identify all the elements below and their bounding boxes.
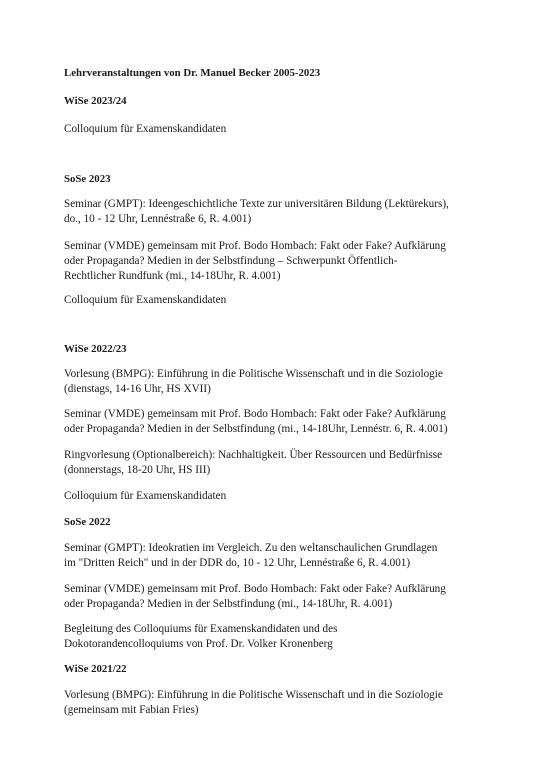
entry-line: Colloquium für Examenskandidaten — [64, 123, 227, 135]
entry-line: Colloquium für Examenskandidaten — [64, 294, 227, 306]
entry-line: Seminar (VMDE) gemeinsam mit Prof. Bodo Hombach: Fakt oder Fake? Aufklärung — [64, 408, 446, 420]
entry-line: Vorlesung (BMPG): Einführung in die Politische Wissenschaft und in die Soziologie — [64, 689, 443, 701]
entry-line: (donnerstags, 18-20 Uhr, HS III) — [64, 464, 211, 476]
entry-line: Seminar (GMPT): Ideokratien im Vergleich. Zu den weltanschaulichen Grundlagen — [64, 542, 438, 554]
section-heading: WiSe 2022/23 — [64, 343, 127, 355]
section-heading: SoSe 2023 — [64, 173, 111, 185]
entry-line: oder Propaganda? Medien in der Selbstfindung (mi., 14-18Uhr, R. 4.001) — [64, 598, 393, 610]
section-heading: WiSe 2021/22 — [64, 663, 127, 675]
entry-line: (gemeinsam mit Fabian Fries) — [64, 704, 199, 716]
document-title: Lehrveranstaltungen von Dr. Manuel Becker 2005-2023 — [64, 67, 321, 79]
entry-line: oder Propaganda? Medien in der Selbstfindung (mi., 14-18Uhr, Lennéstr. 6, R. 4.001) — [64, 423, 448, 435]
entry-line: Begleitung des Colloquiums für Examenskandidaten und des — [64, 623, 338, 635]
entry-line: Vorlesung (BMPG): Einführung in die Politische Wissenschaft und in die Soziologie — [64, 368, 443, 380]
entry-line: oder Propaganda? Medien in der Selbstfindung – Schwerpunkt Öffentlich- — [64, 255, 398, 267]
entry-line: Seminar (VMDE) gemeinsam mit Prof. Bodo Hombach: Fakt oder Fake? Aufklärung — [64, 583, 446, 595]
entry-line: Rechtlicher Rundfunk (mi., 14-18Uhr, R. 4.001) — [64, 270, 281, 282]
entry-line: Seminar (VMDE) gemeinsam mit Prof. Bodo Hombach: Fakt oder Fake? Aufklärung — [64, 240, 446, 252]
entry-line: Colloquium für Examenskandidaten — [64, 490, 227, 502]
section-heading: SoSe 2022 — [64, 516, 111, 528]
entry-line: do., 10 - 12 Uhr, Lennéstraße 6, R. 4.001) — [64, 213, 252, 225]
entry-line: (dienstags, 14-16 Uhr, HS XVII) — [64, 383, 211, 395]
section-heading: WiSe 2023/24 — [64, 95, 127, 107]
entry-line: Seminar (GMPT): Ideengeschichtliche Texte zur universitären Bildung (Lektürekurs), — [64, 198, 449, 210]
entry-line: im "Dritten Reich" und in der DDR do, 10 - 12 Uhr, Lennéstraße 6, R. 4.001) — [64, 557, 411, 569]
entry-line: Ringvorlesung (Optionalbereich): Nachhaltigkeit. Über Ressourcen und Bedürfnisse — [64, 449, 443, 461]
entry-line: Dokotorandencolloquiums von Prof. Dr. Volker Kronenberg — [64, 638, 333, 650]
